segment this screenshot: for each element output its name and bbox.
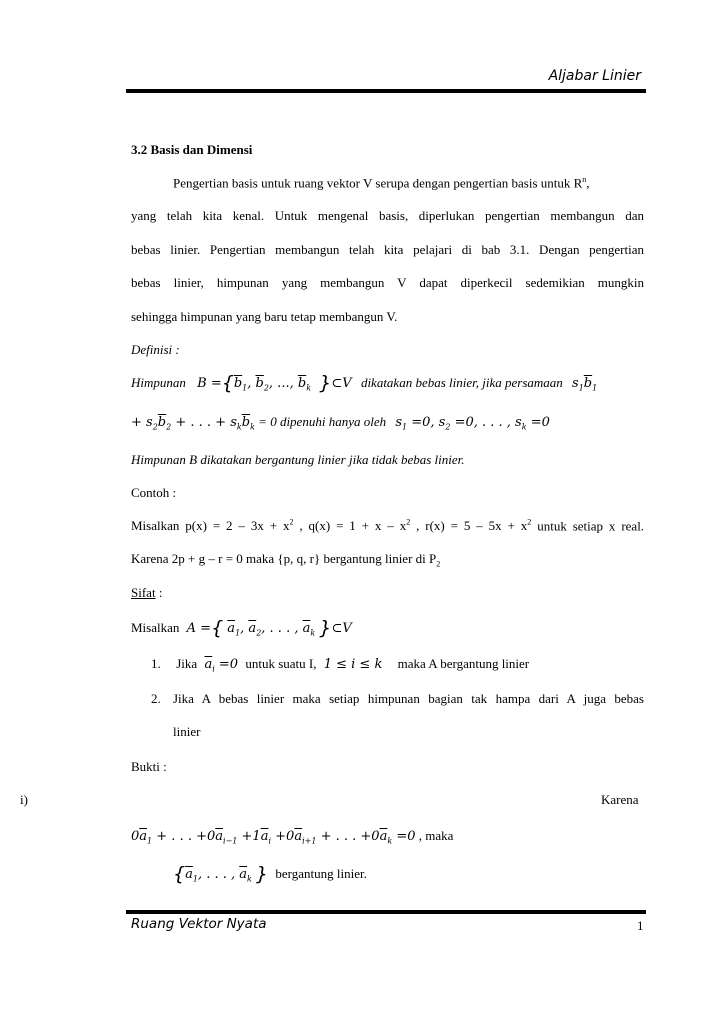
contoh-line-1 (131, 518, 644, 534)
sifat-label: Sifat : (131, 585, 163, 600)
bergantung-text: bergantung linier. (275, 866, 367, 881)
paragraph-line: bebas linier, himpunan yang membangun V dapat diperkecil sedemikian mungkin (131, 275, 644, 290)
proof-equation (131, 828, 453, 846)
definition-line-1 (131, 372, 597, 394)
math-sum: + $s_2\overline{b}_2$ + . . . + $s_k\overline{b}_k$ (131, 415, 255, 432)
paragraph-line (173, 175, 590, 191)
def-dipenuhi-text: = 0 dipenuhi hanya oleh (258, 414, 387, 429)
math-set-B: $B =\{\overline{b}_1$, $\overline{b}_2$, ..., $\overline{b}_k$ }⊂V (197, 372, 352, 394)
math-ai-zero: $\overline{a}_i =0$ (204, 657, 239, 674)
paragraph-line: yang telah kita kenal. Untuk mengenal basis, diperlukan pengertian membangun dan (131, 208, 644, 223)
math-range: 1 ≤ i ≤ k (323, 657, 383, 672)
paragraph-line: sehingga himpunan yang baru tetap membangun V. (131, 309, 398, 324)
math-zero-coeffs: $s_1 =0$, $s_2 =0$, . . . , $s_k =0$ (395, 415, 550, 432)
paragraph-line: bebas linier. Pengertian membangun telah kita pelajari di bab 3.1. Dengan pengertian (131, 242, 644, 257)
contoh-real: untuk setiap x real. (537, 518, 645, 534)
math-s1b1: $s_1\overline{b}_1$ (572, 376, 598, 393)
definition-line-2 (131, 414, 550, 432)
header-title: Aljabar Linier (548, 68, 641, 84)
misalkan-text: Misalkan (131, 620, 180, 635)
para-comma: , (586, 175, 590, 191)
contoh-line-2: Karena 2p + g – r = 0 maka {p, q, r} bergantung linier di $P_2$ (131, 551, 441, 569)
para-text: Pengertian basis untuk ruang vektor V serupa dengan pengertian basis untuk R (173, 175, 583, 191)
sifat-item-2-line-2: linier (173, 724, 201, 739)
karena-text: Karena (601, 792, 639, 807)
sifat-item-2-line-1: Jika A bebas linier maka setiap himpunan bagian tak hampa dari A juga bebas (173, 691, 644, 706)
section-heading: 3.2 Basis dan Dimensi (131, 142, 253, 157)
proof-set-line (173, 863, 367, 885)
definisi-label: Definisi : (131, 342, 180, 357)
maka-text: , maka (418, 828, 454, 843)
math-set: {$\overline{a}_1$, . . . , $\overline{a}_k$ } (173, 863, 269, 885)
misalkan-line (131, 617, 352, 639)
contoh-label: Contoh : (131, 485, 177, 500)
sifat-item-1: 1. Jika $\overline{a}_i =0$ untuk suatu I, 1 ≤ i ≤ k maka A bergantung linier (151, 656, 530, 674)
math-linear-combo: $0\overline{a}_1$ + . . . $+0\overline{a}_{i-1} +1\overline{a}_i +0\overline{a}_{i+1}$ + . . . $+0\overline{a}_k =0$ (131, 829, 416, 846)
bukti-label: Bukti : (131, 759, 167, 774)
header-rule (126, 89, 646, 93)
footer-left: Ruang Vektor Nyata (131, 916, 267, 932)
page-number: 1 (637, 918, 644, 933)
subscript-2: 2 (436, 559, 441, 569)
proof-i-label: i) (20, 792, 28, 807)
contoh-p: Misalkan $p(x) = 2 - 3x + x^2$ (131, 518, 294, 534)
footer-rule (126, 910, 646, 914)
contoh-r: , $r(x) = 5 - 5x + x^2$ (416, 518, 532, 534)
contoh-q: , $q(x) = 1 + x - x^2$ (299, 518, 411, 534)
superscript-n: n (582, 175, 587, 184)
def-himpunan: Himpunan (131, 375, 186, 390)
math-set-A: A ={ $\overline{a}_1$, $\overline{a}_2$, . . . , $\overline{a}_k$ }⊂V (186, 617, 352, 639)
def-bebas-linier-text: dikatakan bebas linier, jika persamaan (360, 375, 563, 390)
definition-line-3: Himpunan B dikatakan bergantung linier jika tidak bebas linier. (131, 452, 465, 467)
